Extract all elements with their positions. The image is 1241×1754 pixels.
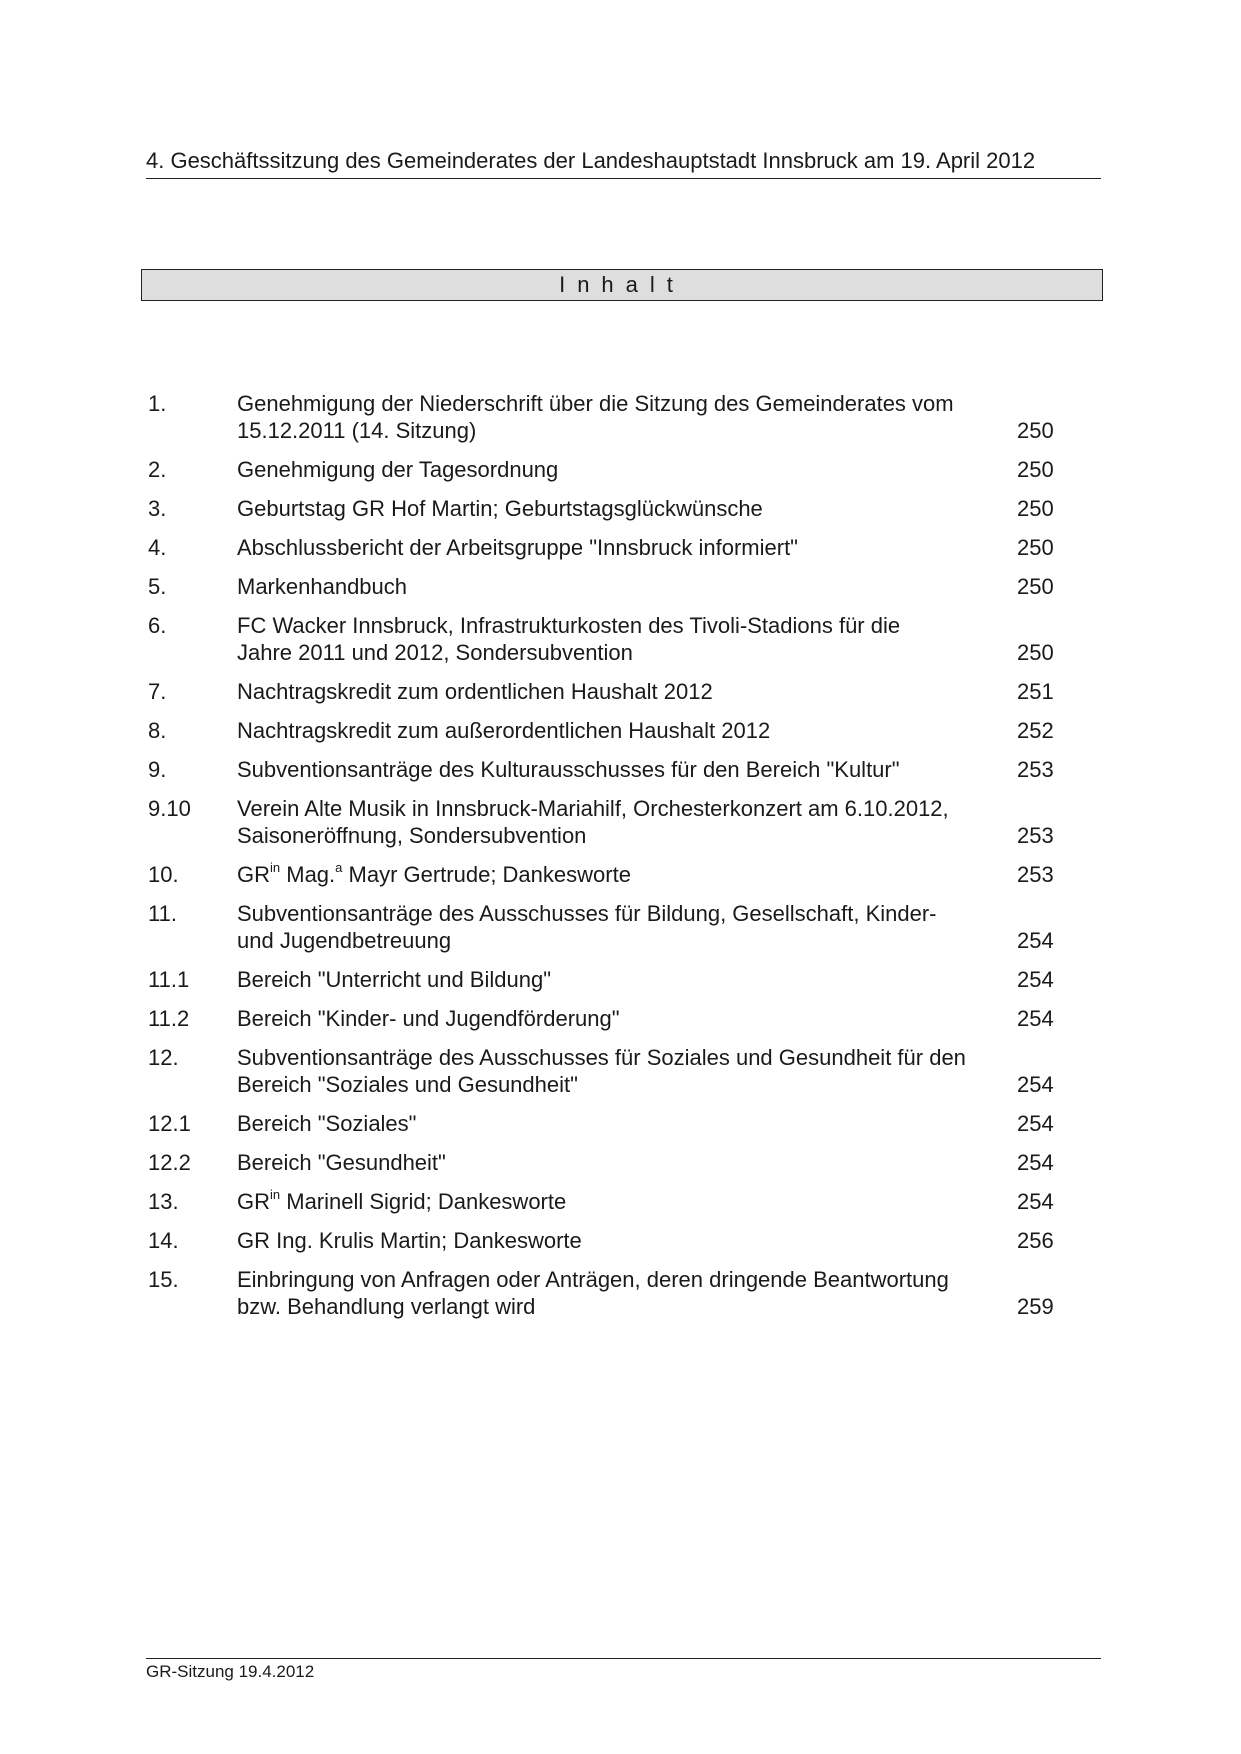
toc-entry-title-line: Bereich "Unterricht und Bildung" [237,967,552,992]
toc-entry-number: 7. [148,679,167,704]
toc-entry-title-line: Jahre 2011 und 2012, Sondersubvention [237,640,633,665]
toc-entry-title [237,456,1017,483]
toc-entry-number: 1. [148,391,167,416]
toc-entry-title [237,390,1017,444]
toc-entry-title [237,678,1017,705]
toc-entry-title-line: Subventionsanträge des Ausschusses für Bildung, Gesellschaft, Kinder- [237,901,937,926]
toc-entry [148,495,1098,522]
toc-entry-number: 13. [148,1189,179,1214]
toc-entry [148,612,1098,666]
toc-entry-page-number: 250 [1017,640,1054,665]
toc-entry-title [237,1149,1017,1176]
toc-entry-title-line: Saisoneröffnung, Sondersubvention [237,823,587,848]
toc-entry-page-number: 250 [1017,496,1054,521]
toc-entry-number: 8. [148,718,167,743]
toc-entry-page-number: 256 [1017,1228,1054,1253]
document-title: 4. Geschäftssitzung des Gemeinderates der Landeshauptstadt Innsbruck am 19. April 2012 [146,148,1036,173]
toc-entry [148,717,1098,744]
toc-entry-page-number: 250 [1017,418,1054,443]
footer-text: GR-Sitzung 19.4.2012 [146,1662,315,1681]
toc-entry-title [237,534,1017,561]
table-of-contents [148,390,1098,1332]
toc-entry-number: 10. [148,862,179,887]
toc-entry-number: 9.10 [148,796,191,821]
toc-entry [148,795,1098,849]
toc-entry-title-part: GR [237,1189,270,1214]
toc-entry-title-line: Bereich "Soziales und Gesundheit" [237,1072,578,1097]
toc-entry-title-line: und Jugendbetreuung [237,928,452,953]
toc-entry-page-number: 250 [1017,457,1054,482]
toc-entry-title-part: Mag. [280,862,336,887]
toc-entry-number: 2. [148,457,167,482]
toc-entry-page-number: 253 [1017,757,1054,782]
toc-entry [148,966,1098,993]
toc-entry-title-line: Markenhandbuch [237,574,408,599]
toc-entry-title-line: Nachtragskredit zum ordentlichen Haushalt 2012 [237,679,713,704]
toc-entry-title [237,795,1017,849]
toc-entry-number: 12.2 [148,1150,191,1175]
toc-entry-superscript: in [270,1186,281,1202]
toc-entry-number: 3. [148,496,167,521]
toc-entry-title [237,717,1017,744]
toc-entry-title-part: Marinell Sigrid; Dankesworte [280,1189,567,1214]
toc-entry-page-number: 259 [1017,1294,1054,1319]
toc-entry-page-number: 254 [1017,1150,1054,1175]
toc-entry-page-number: 253 [1017,823,1054,848]
toc-entry-page-number: 251 [1017,679,1054,704]
toc-entry-page-number: 253 [1017,862,1054,887]
toc-entry-number: 9. [148,757,167,782]
toc-entry-title-line: Genehmigung der Niederschrift über die Sitzung des Gemeinderates vom [237,391,954,416]
toc-heading-box [141,269,1103,301]
toc-entry [148,1266,1098,1320]
toc-entry [148,534,1098,561]
toc-entry-superscript: in [270,859,281,875]
toc-entry [148,1044,1098,1098]
toc-entry [148,1110,1098,1137]
toc-entry-number: 12. [148,1045,179,1070]
toc-entry-page-number: 250 [1017,535,1054,560]
toc-entry-title-line: Nachtragskredit zum außerordentlichen Haushalt 2012 [237,718,771,743]
toc-entry-number: 14. [148,1228,179,1253]
toc-entry [148,861,1098,888]
toc-entry-title [237,966,1017,993]
toc-entry-title-line: Bereich "Gesundheit" [237,1150,446,1175]
toc-entry-title [237,900,1017,954]
toc-entry [148,456,1098,483]
toc-entry-number: 11.1 [148,967,190,992]
toc-entry-title [237,756,1017,783]
toc-entry-title [237,1188,1017,1215]
toc-entry [148,1005,1098,1032]
toc-entry [148,756,1098,783]
toc-entry-number: 15. [148,1267,179,1292]
toc-entry-title-line: Subventionsanträge des Kulturausschusses für den Bereich "Kultur" [237,757,900,782]
toc-entry [148,573,1098,600]
toc-entry-superscript: a [335,859,343,875]
toc-entry-title-line: Abschlussbericht der Arbeitsgruppe "Innsbruck informiert" [237,535,798,560]
toc-entry-title-line: GR Ing. Krulis Martin; Dankesworte [237,1228,582,1253]
toc-entry-title [237,861,1017,888]
toc-entry-page-number: 252 [1017,718,1054,743]
toc-entry-title-line: bzw. Behandlung verlangt wird [237,1294,536,1319]
page-header [146,146,1101,179]
toc-entry-title [237,1227,1017,1254]
toc-entry-title-line: Genehmigung der Tagesordnung [237,457,559,482]
toc-entry [148,390,1098,444]
toc-entry [148,678,1098,705]
toc-entry-title [237,573,1017,600]
toc-entry-number: 4. [148,535,167,560]
toc-entry [148,1188,1098,1215]
toc-entry-page-number: 254 [1017,1189,1054,1214]
toc-entry-page-number: 254 [1017,1006,1054,1031]
toc-entry-title [237,1266,1017,1320]
toc-entry-title-line: Geburtstag GR Hof Martin; Geburtstagsglückwünsche [237,496,763,521]
toc-heading: Inhalt [559,272,685,297]
toc-entry-title [237,1110,1017,1137]
toc-entry-number: 5. [148,574,167,599]
toc-entry-page-number: 254 [1017,928,1054,953]
toc-entry-title-line: Bereich "Soziales" [237,1111,417,1136]
toc-entry-title-line: Einbringung von Anfragen oder Anträgen, deren dringende Beantwortung [237,1267,949,1292]
toc-entry-title [237,1044,1017,1098]
toc-entry-title [237,612,1017,666]
toc-entry [148,900,1098,954]
toc-entry-title-line: 15.12.2011 (14. Sitzung) [237,418,477,443]
toc-entry-title [237,495,1017,522]
toc-entry-page-number: 254 [1017,1072,1054,1097]
toc-entry-number: 12.1 [148,1111,191,1136]
page-footer [146,1658,1101,1683]
toc-entry-title [237,1005,1017,1032]
toc-entry-page-number: 254 [1017,1111,1054,1136]
toc-entry-number: 11. [148,901,177,926]
toc-entry-title-line: Verein Alte Musik in Innsbruck-Mariahilf, Orchesterkonzert am 6.10.2012, [237,796,949,821]
toc-entry [148,1227,1098,1254]
toc-entry-title-line: Bereich "Kinder- und Jugendförderung" [237,1006,620,1031]
toc-entry-page-number: 250 [1017,574,1054,599]
toc-entry-number: 11.2 [148,1006,190,1031]
toc-entry-page-number: 254 [1017,967,1054,992]
toc-entry-title-line: FC Wacker Innsbruck, Infrastrukturkosten des Tivoli-Stadions für die [237,613,901,638]
toc-entry-title-part: Mayr Gertrude; Dankesworte [342,862,631,887]
toc-entry [148,1149,1098,1176]
toc-entry-title-line: Subventionsanträge des Ausschusses für Soziales und Gesundheit für den [237,1045,966,1070]
toc-entry-title-part: GR [237,862,270,887]
toc-entry-number: 6. [148,613,167,638]
